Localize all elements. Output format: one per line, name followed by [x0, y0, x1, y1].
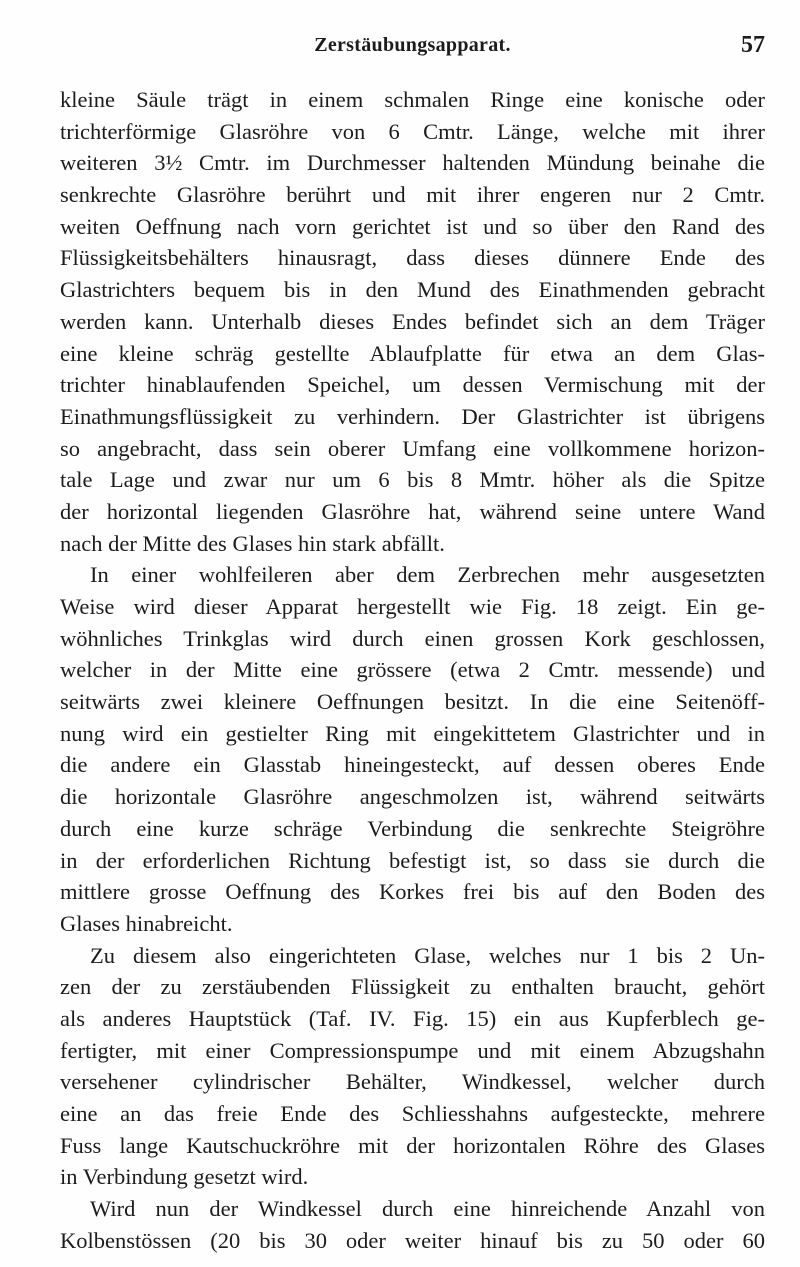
text-line: eine an das freie Ende des Schliesshahns aufgesteckte, mehrere	[60, 1101, 765, 1126]
text-line: Kolbenstössen (20 bis 30 oder weiter hinauf bis zu 50 oder 60	[60, 1227, 765, 1253]
text-line: welcher in der Mitte eine grössere (etwa 2 Cmtr. messende) und	[60, 657, 765, 683]
text-line: fertigter, mit einer Compressionspumpe und mit einem Abzugshahn	[60, 1037, 765, 1063]
text-line: versehener cylindrischer Behälter, Windkessel, welcher durch	[60, 1069, 765, 1095]
text-line: eine kleine schräg gestellte Ablaufplatte für etwa an dem Glas-	[60, 340, 765, 366]
text-line: nung wird ein gestielter Ring mit eingekittetem Glastrichter und in	[60, 720, 765, 746]
text-line: nach der Mitte des Glases hin stark abfällt.	[60, 530, 445, 556]
text-line: seitwärts zwei kleinere Oeffnungen besitzt. In die eine Seitenöff-	[60, 689, 765, 715]
text-line: Glastrichters bequem bis in den Mund des Einathmenden gebracht	[60, 277, 765, 303]
text-line: in der erforderlichen Richtung befestigt ist, so dass sie durch die	[60, 847, 765, 873]
text-line: so angebracht, dass sein oberer Umfang eine vollkommene horizon-	[60, 435, 765, 461]
text-line: Einathmungsflüssigkeit zu verhindern. Der Glastrichter ist übrigens	[60, 403, 765, 429]
text-line: weiten Oeffnung nach vorn gerichtet ist und so über den Rand des	[60, 213, 765, 239]
text-line: kleine Säule trägt in einem schmalen Ringe eine konische oder	[60, 87, 765, 112]
text-line: In einer wohlfeileren aber dem Zerbrechen mehr ausgesetzten	[90, 562, 765, 588]
text-line: Glases hinabreicht.	[60, 910, 233, 936]
text-line: wöhnliches Trinkglas wird durch einen grossen Kork geschlossen,	[60, 625, 765, 651]
text-line: werden kann. Unterhalb dieses Endes befindet sich an dem Träger	[60, 308, 765, 334]
text-line: weiteren 3½ Cmtr. im Durchmesser haltenden Mündung beinahe die	[60, 150, 765, 176]
running-head	[60, 34, 765, 64]
text-line: als anderes Hauptstück (Taf. IV. Fig. 15) ein aus Kupferblech ge-	[60, 1005, 765, 1031]
text-line: senkrechte Glasröhre berührt und mit ihrer engeren nur 2 Cmtr.	[60, 182, 765, 208]
running-title: Zerstäubungsapparat.	[314, 34, 511, 56]
text-line: trichter hinablaufenden Speichel, um dessen Vermischung mit der	[60, 372, 765, 398]
text-line: Weise wird dieser Apparat hergestellt wie Fig. 18 zeigt. Ein ge-	[60, 594, 765, 619]
text-line: Zu diesem also eingerichteten Glase, welches nur 1 bis 2 Un-	[90, 942, 765, 968]
text-line: in Verbindung gesetzt wird.	[60, 1164, 309, 1190]
text-line: zen der zu zerstäubenden Flüssigkeit zu enthalten braucht, gehört	[60, 974, 765, 1000]
page-number: 57	[741, 32, 765, 58]
text-line: mittlere grosse Oeffnung des Korkes frei bis auf den Boden des	[60, 879, 765, 905]
text-line: Fuss lange Kautschuckröhre mit der horizontalen Röhre des Glases	[60, 1132, 765, 1158]
text-line: Flüssigkeitsbehälters hinausragt, dass dieses dünnere Ende des	[60, 245, 765, 271]
text-line: tale Lage und zwar nur um 6 bis 8 Mmtr. höher als die Spitze	[60, 467, 765, 493]
text-line: der horizontal liegenden Glasröhre hat, während seine untere Wand	[60, 498, 765, 524]
text-line: die horizontale Glasröhre angeschmolzen ist, während seitwärts	[60, 784, 765, 810]
text-line: Wird nun der Windkessel durch eine hinreichende Anzahl von	[90, 1196, 765, 1222]
text-line: trichterförmige Glasröhre von 6 Cmtr. Länge, welche mit ihrer	[60, 118, 765, 144]
body-text	[60, 84, 765, 1256]
text-line: die andere ein Glasstab hineingesteckt, auf dessen oberes Ende	[60, 752, 765, 778]
text-line: durch eine kurze schräge Verbindung die senkrechte Steigröhre	[60, 815, 765, 841]
